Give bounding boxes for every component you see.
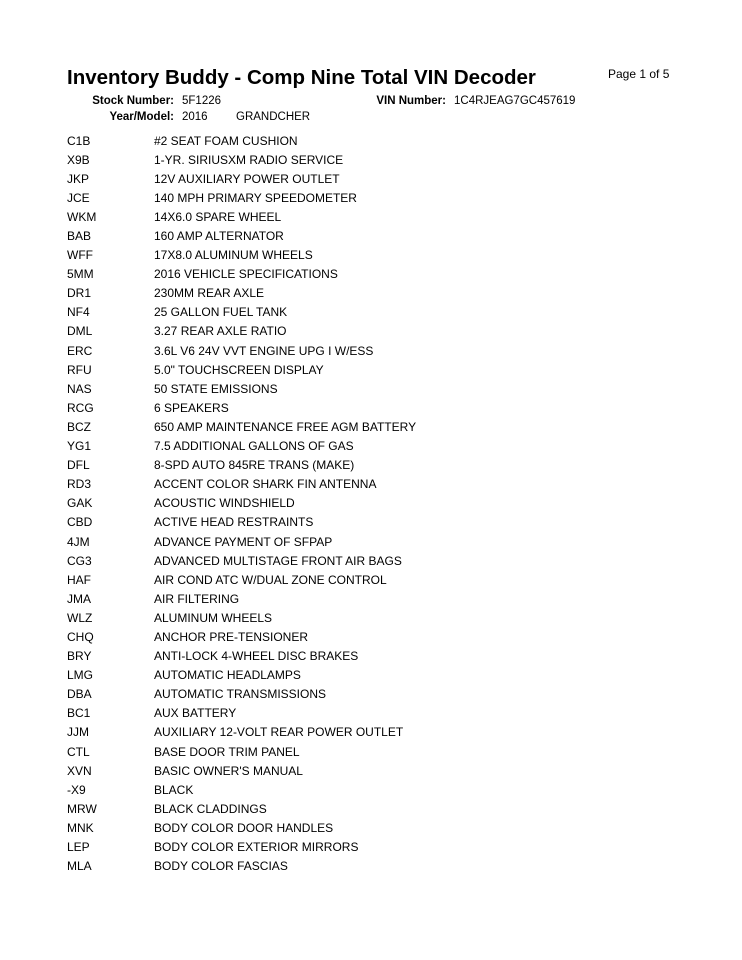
list-item xyxy=(67,131,687,150)
option-description: 7.5 ADDITIONAL GALLONS OF GAS xyxy=(154,439,354,454)
option-description: BODY COLOR DOOR HANDLES xyxy=(154,820,334,835)
option-description: 160 AMP ALTERNATOR xyxy=(154,229,284,244)
list-item xyxy=(67,207,687,226)
list-item xyxy=(67,551,687,570)
option-code: WLZ xyxy=(67,610,93,625)
list-item xyxy=(67,246,687,265)
option-code: WKM xyxy=(67,209,97,224)
option-description: 650 AMP MAINTENANCE FREE AGM BATTERY xyxy=(154,419,417,434)
option-code: LMG xyxy=(67,668,94,683)
option-description: AIR COND ATC W/DUAL ZONE CONTROL xyxy=(154,572,387,587)
option-code: BC1 xyxy=(67,706,91,721)
option-code: BRY xyxy=(67,649,92,664)
option-code: JCE xyxy=(67,190,90,205)
option-code: CBD xyxy=(67,515,93,530)
option-code: JKP xyxy=(67,171,90,186)
option-description: ADVANCED MULTISTAGE FRONT AIR BAGS xyxy=(154,553,402,568)
option-description: 6 SPEAKERS xyxy=(154,400,229,415)
stock-number-value: 5F1226 xyxy=(182,95,222,107)
list-item xyxy=(67,666,687,685)
stock-number-label: Stock Number: xyxy=(92,95,174,107)
document-title: Inventory Buddy - Comp Nine Total VIN Decoder xyxy=(67,66,536,89)
option-description: ALUMINUM WHEELS xyxy=(154,610,273,625)
option-description: 140 MPH PRIMARY SPEEDOMETER xyxy=(154,190,357,205)
option-code: MLA xyxy=(67,859,92,874)
option-code: DBA xyxy=(67,687,92,702)
option-code: DR1 xyxy=(67,286,92,301)
list-item xyxy=(67,360,687,379)
list-item xyxy=(67,284,687,303)
option-code: RFU xyxy=(67,362,92,377)
option-code: BAB xyxy=(67,229,92,244)
option-code: -X9 xyxy=(67,782,86,797)
list-item xyxy=(67,322,687,341)
option-code: MRW xyxy=(67,801,97,816)
list-item xyxy=(67,857,687,876)
option-code: CTL xyxy=(67,744,90,759)
option-code: RD3 xyxy=(67,477,92,492)
option-code: ERC xyxy=(67,343,93,358)
list-item xyxy=(67,265,687,284)
year-value: 2016 xyxy=(182,111,208,123)
list-item xyxy=(67,398,687,417)
list-item xyxy=(67,837,687,856)
option-code: CHQ xyxy=(67,629,94,644)
list-item xyxy=(67,608,687,627)
list-item xyxy=(67,379,687,398)
option-description: BASE DOOR TRIM PANEL xyxy=(154,744,300,759)
list-item xyxy=(67,341,687,360)
option-code: CG3 xyxy=(67,553,92,568)
option-code: XVN xyxy=(67,763,92,778)
option-description: 8-SPD AUTO 845RE TRANS (MAKE) xyxy=(154,458,355,473)
option-description: 17X8.0 ALUMINUM WHEELS xyxy=(154,248,313,263)
option-code: BCZ xyxy=(67,419,91,434)
option-code: GAK xyxy=(67,496,93,511)
list-item xyxy=(67,647,687,666)
option-description: 2016 VEHICLE SPECIFICATIONS xyxy=(154,267,338,282)
list-item xyxy=(67,188,687,207)
list-item xyxy=(67,780,687,799)
option-code: YG1 xyxy=(67,439,92,454)
option-description: 5.0" TOUCHSCREEN DISPLAY xyxy=(154,362,324,377)
option-code-list xyxy=(67,131,687,876)
option-description: ADVANCE PAYMENT OF SFPAP xyxy=(154,534,333,549)
option-description: AUXILIARY 12-VOLT REAR POWER OUTLET xyxy=(154,725,404,740)
option-description: BLACK xyxy=(154,782,194,797)
list-item xyxy=(67,417,687,436)
vin-number-label: VIN Number: xyxy=(376,95,446,107)
list-item xyxy=(67,704,687,723)
list-item xyxy=(67,437,687,456)
list-item xyxy=(67,226,687,245)
list-item xyxy=(67,475,687,494)
option-description: 3.6L V6 24V VVT ENGINE UPG I W/ESS xyxy=(154,343,374,358)
option-description: BASIC OWNER'S MANUAL xyxy=(154,763,303,778)
option-description: 14X6.0 SPARE WHEEL xyxy=(154,209,282,224)
option-description: 12V AUXILIARY POWER OUTLET xyxy=(154,171,340,186)
option-description: AUTOMATIC HEADLAMPS xyxy=(154,668,301,683)
list-item xyxy=(67,150,687,169)
option-description: 50 STATE EMISSIONS xyxy=(154,381,278,396)
option-code: LEP xyxy=(67,840,90,855)
list-item xyxy=(67,685,687,704)
option-code: DFL xyxy=(67,458,90,473)
list-item xyxy=(67,532,687,551)
option-description: ANCHOR PRE-TENSIONER xyxy=(154,629,309,644)
list-item xyxy=(67,513,687,532)
option-description: 25 GALLON FUEL TANK xyxy=(154,305,288,320)
option-code: HAF xyxy=(67,572,91,587)
list-item xyxy=(67,456,687,475)
option-description: 3.27 REAR AXLE RATIO xyxy=(154,324,287,339)
vin-number-value: 1C4RJEAG7GC457619 xyxy=(454,95,576,107)
list-item xyxy=(67,589,687,608)
list-item xyxy=(67,742,687,761)
option-code: RCG xyxy=(67,400,94,415)
list-item xyxy=(67,761,687,780)
option-description: AUTOMATIC TRANSMISSIONS xyxy=(154,687,327,702)
year-model-label: Year/Model: xyxy=(109,111,174,123)
list-item xyxy=(67,169,687,188)
option-description: ANTI-LOCK 4-WHEEL DISC BRAKES xyxy=(154,649,359,664)
option-code: JJM xyxy=(67,725,89,740)
option-description: BODY COLOR FASCIAS xyxy=(154,859,288,874)
option-description: AIR FILTERING xyxy=(154,591,240,606)
option-code: X9B xyxy=(67,152,90,167)
option-description: 1-YR. SIRIUSXM RADIO SERVICE xyxy=(154,152,344,167)
option-description: 230MM REAR AXLE xyxy=(154,286,265,301)
list-item xyxy=(67,799,687,818)
list-item xyxy=(67,303,687,322)
page-number: Page 1 of 5 xyxy=(608,67,670,81)
option-description: ACTIVE HEAD RESTRAINTS xyxy=(154,515,314,530)
list-item xyxy=(67,570,687,589)
option-code: DML xyxy=(67,324,93,339)
list-item xyxy=(67,494,687,513)
option-code: 5MM xyxy=(67,267,94,282)
option-description: ACCENT COLOR SHARK FIN ANTENNA xyxy=(154,477,377,492)
list-item xyxy=(67,723,687,742)
option-code: JMA xyxy=(67,591,91,606)
option-description: #2 SEAT FOAM CUSHION xyxy=(154,133,298,148)
option-code: 4JM xyxy=(67,534,90,549)
option-description: BLACK CLADDINGS xyxy=(154,801,267,816)
list-item xyxy=(67,627,687,646)
option-code: NAS xyxy=(67,381,92,396)
option-code: MNK xyxy=(67,820,94,835)
option-code: WFF xyxy=(67,248,93,263)
option-description: ACOUSTIC WINDSHIELD xyxy=(154,496,295,511)
option-description: BODY COLOR EXTERIOR MIRRORS xyxy=(154,840,359,855)
option-description: AUX BATTERY xyxy=(154,706,237,721)
option-code: C1B xyxy=(67,133,91,148)
option-code: NF4 xyxy=(67,305,90,320)
model-value: GRANDCHER xyxy=(236,111,311,123)
list-item xyxy=(67,818,687,837)
